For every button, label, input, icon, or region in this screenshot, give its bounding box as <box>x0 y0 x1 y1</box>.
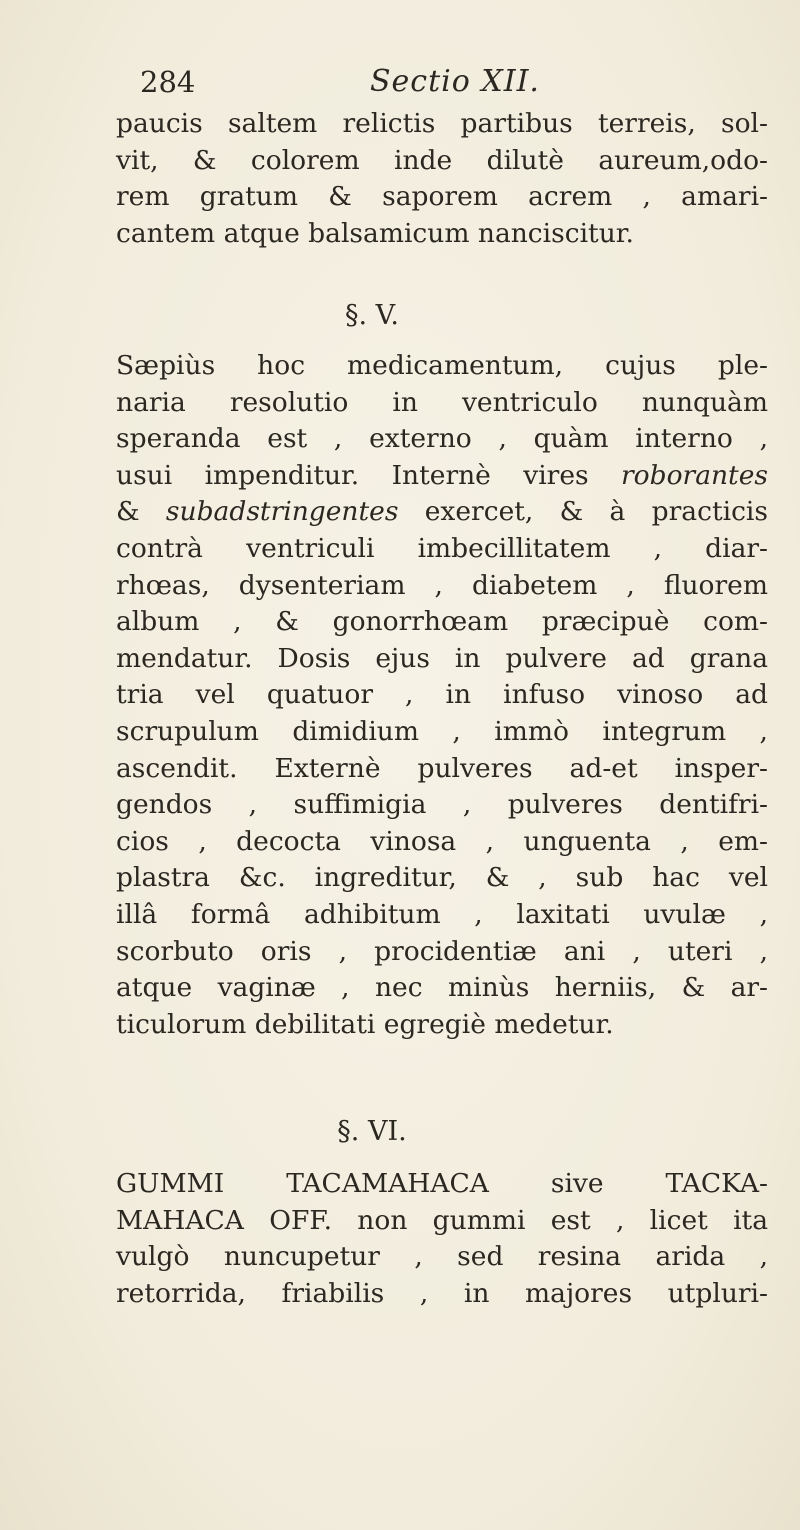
text-line: retorrida, friabilis , in majores utpluri- <box>116 1277 768 1309</box>
text-line: paucis saltem relictis partibus terreis, sol- <box>116 108 768 139</box>
text-line: naria resolutio in ventriculo nunquàm <box>116 386 768 418</box>
section-heading-v: §. V. <box>344 300 400 331</box>
paragraph-continuation <box>116 106 768 252</box>
line-text: & <box>116 496 166 528</box>
text-line: ascendit. Externè pulveres ad-et insper- <box>116 752 768 784</box>
text-line: atque vaginæ , nec minùs herniis, & ar- <box>116 972 768 1004</box>
running-title: Sectio XII. <box>370 64 540 99</box>
text-line: ticulorum debilitati egregiè medetur. <box>116 1008 614 1040</box>
text-line: scrupulum dimidium , immò integrum , <box>116 715 768 747</box>
text-line <box>116 458 768 495</box>
line-text: usui impenditur. Internè vires <box>116 459 621 491</box>
italic-term-roborantes: roborantes <box>620 459 768 491</box>
text-line: mendatur. Dosis ejus in pulvere ad grana <box>116 642 768 674</box>
text-line: rem gratum & saporem acrem , amari- <box>116 181 768 213</box>
text-line: Sæpiùs hoc medicamentum, cujus ple- <box>116 350 768 381</box>
text-line: plastra &c. ingreditur, & , sub hac vel <box>116 862 768 894</box>
text-line: contrà ventriculi imbecillitatem , diar- <box>116 532 768 564</box>
text-line: gendos , suffimigia , pulveres dentifri- <box>116 789 768 821</box>
paragraph-section-vi <box>116 1166 768 1312</box>
text-line: vit, & colorem inde dilutè aureum,odo- <box>116 144 768 176</box>
text-line: album , & gonorrhœam præcipuè com- <box>116 606 768 638</box>
text-line <box>116 494 768 531</box>
text-line: speranda est , externo , quàm interno , <box>116 423 768 455</box>
text-line: vulgò nuncupetur , sed resina arida , <box>116 1241 768 1273</box>
text-line: scorbuto oris , procidentiæ ani , uteri , <box>116 935 768 967</box>
text-line: GUMMI TACAMAHACA sive TACKA- <box>116 1168 768 1199</box>
page-number: 284 <box>140 65 196 99</box>
text-line: tria vel quatuor , in infuso vinoso ad <box>116 679 768 711</box>
line-text: exercet, & à practicis <box>398 496 768 528</box>
text-line: MAHACA OFF. non gummi est , licet ita <box>116 1204 768 1236</box>
text-line: cios , decocta vinosa , unguenta , em- <box>116 825 768 857</box>
paragraph-section-v <box>116 348 768 1043</box>
text-line: rhœas, dysenteriam , diabetem , fluorem <box>116 569 768 601</box>
page-header <box>0 62 800 102</box>
italic-term-subadstringentes: subadstringentes <box>165 496 399 528</box>
text-line: cantem atque balsamicum nanciscitur. <box>116 217 634 249</box>
text-line: illâ formâ adhibitum , laxitati uvulæ , <box>116 898 768 930</box>
section-heading-vi: §. VI. <box>337 1116 407 1147</box>
